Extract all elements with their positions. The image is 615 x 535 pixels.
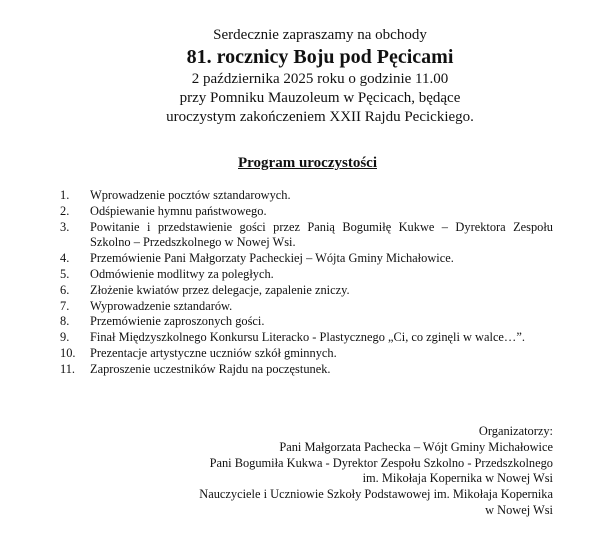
event-location: przy Pomniku Mauzoleum w Pęcicach, będące (179, 90, 461, 106)
program-heading (0, 154, 615, 173)
program-item-number: 5. (60, 266, 70, 281)
program-item-number: 9. (60, 330, 70, 345)
program-item-text: Powitanie i przedstawienie gości przez Panią Bogumiłę Kukwe – Dyrektora Zespołu Szkolno – Przedszkolnego w Nowej Wsi. (90, 219, 553, 250)
program-item-text: Wprowadzenie pocztów sztandarowych. (90, 188, 291, 202)
program-item (60, 299, 553, 315)
organizers-heading: Organizatorzy: (478, 424, 553, 438)
program-item-number: 7. (60, 298, 70, 313)
program-item-text: Finał Międzyszkolnego Konkursu Literacko - Plastycznego „Ci, co zginęli w walce…”. (90, 330, 525, 345)
event-occasion: uroczystym zakończeniem XXII Rajdu Pecickiego. (166, 109, 474, 125)
program-item-text: Zaproszenie uczestników Rajdu na poczęstunek. (90, 361, 331, 376)
program-item-number: 6. (60, 282, 70, 297)
program-item (60, 267, 553, 283)
program-item-text: Odśpiewanie hymnu państwowego. (90, 203, 267, 218)
program-item (60, 283, 553, 299)
organizer-line: w Nowej Wsi (485, 502, 553, 517)
program-heading-text: Program uroczystości (238, 155, 377, 171)
program-item (60, 204, 553, 220)
program-item (60, 314, 553, 330)
program-list (60, 188, 553, 378)
organizer-line: Pani Małgorzata Pachecka – Wójt Gminy Michałowice (279, 439, 553, 454)
program-item-number: 8. (60, 314, 70, 329)
program-item-number: 4. (60, 251, 70, 266)
program-item (60, 362, 553, 378)
program-item-text: Przemówienie zaproszonych gości. (90, 314, 265, 329)
program-item-text: Złożenie kwiatów przez delegacje, zapalenie zniczy. (90, 282, 350, 297)
program-item-text: Wyprowadzenie sztandarów. (90, 298, 233, 313)
program-item-number: 3. (60, 219, 70, 234)
program-item-text: Prezentacje artystyczne uczniów szkół gminnych. (90, 345, 337, 360)
program-item-number: 11. (60, 361, 76, 376)
organizers-block (199, 424, 553, 519)
program-item (60, 220, 553, 252)
program-item (60, 188, 553, 204)
program-item-number: 10. (60, 345, 76, 360)
program-item-text: Odmówienie modlitwy za poległych. (90, 266, 274, 281)
invitation-header (0, 26, 615, 127)
organizer-line: Nauczyciele i Uczniowie Szkoły Podstawowej im. Mikołaja Kopernika (199, 487, 553, 502)
event-date-time: 2 października 2025 roku o godzinie 11.00 (191, 71, 449, 87)
invitation-intro: Serdecznie zapraszamy na obchody (213, 27, 427, 43)
organizer-line: Pani Bogumiła Kukwa - Dyrektor Zespołu Szkolno - Przedszkolnego (209, 455, 553, 470)
program-item-number: 1. (60, 188, 70, 202)
program-item-text: Przemówienie Pani Małgorzaty Pacheckiej – Wójta Gminy Michałowice. (90, 251, 454, 266)
program-item (60, 346, 553, 362)
program-item (60, 330, 553, 346)
program-item-number: 2. (60, 203, 70, 218)
event-title: 81. rocznicy Boju pod Pęcicami (186, 46, 454, 68)
program-item (60, 251, 553, 267)
organizer-line: im. Mikołaja Kopernika w Nowej Wsi (362, 471, 553, 486)
